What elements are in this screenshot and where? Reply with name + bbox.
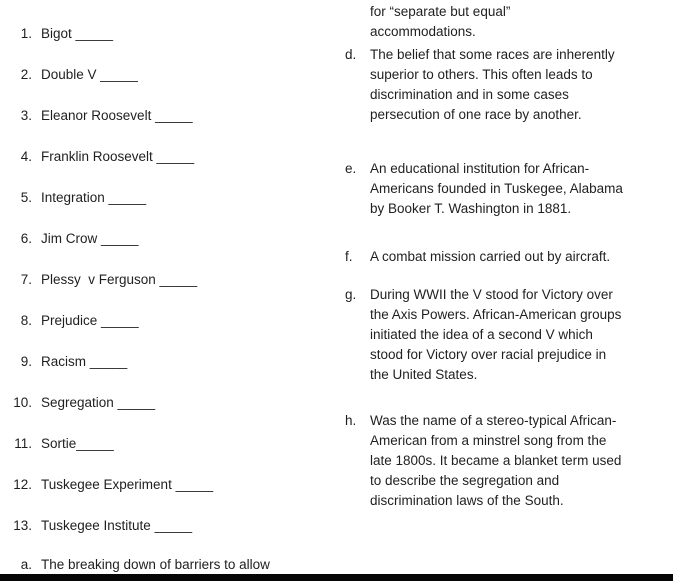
term-number: 6. — [20, 231, 32, 246]
answer-letter: a. — [20, 557, 32, 572]
term-number: 13. — [13, 518, 32, 533]
term-item — [12, 272, 322, 313]
term-label: Tuskegee Institute _____ — [41, 518, 193, 533]
term-label: Segregation _____ — [41, 395, 156, 410]
definition-item — [345, 45, 645, 125]
term-item — [12, 518, 322, 559]
definition-item — [345, 159, 645, 219]
term-number: 10. — [13, 395, 32, 410]
definition-letter: g. — [345, 287, 357, 302]
term-item — [12, 436, 322, 477]
term-item — [12, 231, 322, 272]
term-number: 1. — [20, 26, 32, 41]
definition-item — [345, 285, 645, 385]
definition-item — [345, 411, 645, 511]
definition-text: The belief that some races are inherently superior to others. This often leads to discrimination and in some cases persecution of one race by another. — [370, 47, 615, 122]
term-item — [12, 26, 322, 67]
definition-letter: d. — [345, 47, 357, 62]
definition-text: An educational institution for African-Americans founded in Tuskegee, Alabama by Booker T. Washington in 1881. — [370, 161, 623, 216]
term-label: Jim Crow _____ — [41, 231, 139, 246]
term-label: Bigot _____ — [41, 26, 114, 41]
term-number: 3. — [20, 108, 32, 123]
definition-letter: e. — [345, 161, 357, 176]
definition-item — [345, 247, 645, 267]
term-number: 7. — [20, 272, 32, 287]
definition-letter: h. — [345, 413, 357, 428]
term-label: Integration _____ — [41, 190, 147, 205]
term-label: Tuskegee Experiment _____ — [41, 477, 214, 492]
term-label: Sortie_____ — [41, 436, 114, 451]
definition-letter: f. — [345, 249, 353, 264]
term-label: Double V _____ — [41, 67, 138, 82]
definitions-column — [345, 2, 645, 511]
definition-partial-line: accommodations. — [370, 24, 476, 39]
term-number: 12. — [13, 477, 32, 492]
term-item — [12, 395, 322, 436]
term-item — [12, 190, 322, 231]
term-item — [12, 108, 322, 149]
definition-text: During WWII the V stood for Victory over the Axis Powers. African-American groups initiated the idea of a second V which stood for Victory over racial prejudice in the United States. — [370, 287, 622, 382]
term-item — [12, 354, 322, 395]
term-item — [12, 313, 322, 354]
term-number: 2. — [20, 67, 32, 82]
term-number: 5. — [20, 190, 32, 205]
term-label: Eleanor Roosevelt _____ — [41, 108, 193, 123]
term-label: Plessy v Ferguson _____ — [41, 272, 198, 287]
terms-column — [12, 26, 322, 559]
scan-edge-bar — [0, 574, 673, 581]
answer-item-a — [12, 557, 342, 572]
definition-text: A combat mission carried out by aircraft. — [370, 249, 611, 264]
term-number: 9. — [20, 354, 32, 369]
term-number: 11. — [14, 436, 32, 451]
term-number: 8. — [20, 313, 32, 328]
term-label: Racism _____ — [41, 354, 128, 369]
term-item — [12, 67, 322, 108]
term-label: Prejudice _____ — [41, 313, 139, 328]
definition-partial-top — [370, 2, 645, 42]
term-item — [12, 149, 322, 190]
definition-text: Was the name of a stereo-typical African-American from a minstrel song from the late 1800s. It became a blanket term used to describe the segregation and discrimination laws of the South. — [370, 413, 622, 508]
term-label: Franklin Roosevelt _____ — [41, 149, 195, 164]
term-item — [12, 477, 322, 518]
term-number: 4. — [20, 149, 32, 164]
definition-partial-line: for “separate but equal” — [370, 4, 511, 19]
answer-text: The breaking down of barriers to allow — [41, 557, 270, 572]
